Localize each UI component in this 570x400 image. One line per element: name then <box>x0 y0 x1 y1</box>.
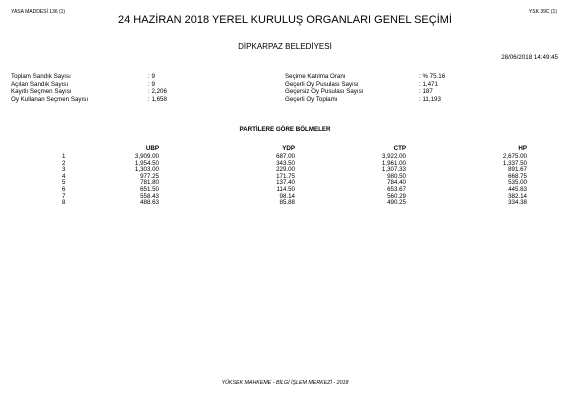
column-header: YDP <box>282 145 295 152</box>
table-cell: 781.80 <box>140 179 159 187</box>
table-cell: 2,675.00 <box>502 153 527 160</box>
page-title: 24 HAZİRAN 2018 YEREL KURULUŞ ORGANLARI GENEL SEÇİMİ <box>118 14 452 26</box>
stat-value: : 9 <box>148 73 155 80</box>
table-cell: 114.50 <box>276 185 295 193</box>
table-header-row <box>0 145 570 153</box>
report-datetime: 28/06/2018 14:49:45 <box>501 54 558 61</box>
table-cell: 891.67 <box>508 166 527 174</box>
table-cell: 558.43 <box>140 192 159 200</box>
stat-value: : 1,471 <box>419 80 438 88</box>
stat-value: : 2,206 <box>148 88 167 96</box>
table-cell: 334.38 <box>508 199 527 207</box>
row-index: 4 <box>62 172 66 180</box>
table-cell: 1,303.00 <box>134 166 159 174</box>
stat-label: Toplam Sandık Sayısı <box>11 73 71 80</box>
table-row <box>0 153 570 160</box>
table-cell: 445.83 <box>508 185 527 193</box>
results-table <box>0 145 570 206</box>
footer-note: YÜKSEK MAHKEME - BİLGİ İŞLEM MERKEZİ - 2018 <box>221 380 349 386</box>
table-cell: 1,337.50 <box>502 159 527 167</box>
table-cell: 651.50 <box>140 185 159 193</box>
row-index: 6 <box>62 185 66 193</box>
stat-row <box>285 73 555 81</box>
stat-label: Geçerli Oy Pusulası Sayısı <box>285 80 359 88</box>
table-cell: 535.00 <box>508 179 527 187</box>
legal-article-note: YASA MADDESİ 136 (1) <box>11 9 66 15</box>
table-cell: 1,961.00 <box>381 159 406 167</box>
municipality-name: DİPKARPAZ BELEDİYESİ <box>238 42 332 51</box>
table-cell: 490.25 <box>387 199 406 207</box>
stat-value: : 187 <box>419 88 433 96</box>
table-cell: 977.25 <box>140 172 159 180</box>
table-row <box>0 193 570 200</box>
row-index: 5 <box>62 179 66 187</box>
section-title: PARTİLERE GÖRE BÖLMELER <box>239 126 331 133</box>
table-cell: 343.50 <box>276 159 295 167</box>
table-body <box>0 153 570 206</box>
table-cell: 560.29 <box>387 192 406 200</box>
column-header: HP <box>518 145 527 152</box>
stat-label: Geçersiz Oy Pusulası Sayısı <box>285 88 364 96</box>
table-cell: 3,922.00 <box>381 153 406 160</box>
table-cell: 784.40 <box>387 179 406 187</box>
form-code-note: YSK 39C (1) <box>528 9 557 15</box>
table-cell: 488.63 <box>140 199 159 207</box>
stat-value: : 11,193 <box>419 95 441 103</box>
table-cell: 98.14 <box>279 192 295 200</box>
column-header: UBP <box>145 145 159 152</box>
stat-label: Geçerli Oy Toplamı <box>285 95 338 103</box>
row-index: 7 <box>62 192 66 200</box>
stat-label: Açılan Sandık Sayısı <box>11 80 69 88</box>
stat-row <box>285 88 555 96</box>
table-cell: 229.00 <box>276 166 295 174</box>
table-cell: 85.88 <box>279 199 295 207</box>
stat-value: : % 75.16 <box>419 73 446 80</box>
table-cell: 171.75 <box>276 172 295 180</box>
table-cell: 653.67 <box>387 185 406 193</box>
stat-value: : 1,658 <box>148 95 167 103</box>
table-row <box>0 199 570 206</box>
stat-label: Seçime Katılma Oranı <box>285 73 346 80</box>
table-cell: 3,909.00 <box>134 153 159 160</box>
stat-row <box>285 81 555 89</box>
table-row <box>0 166 570 173</box>
table-cell: 382.14 <box>508 192 527 200</box>
table-row <box>0 186 570 193</box>
row-index: 1 <box>62 153 66 160</box>
stat-row <box>11 96 261 104</box>
stat-label: Oy Kullanan Seçmen Sayısı <box>11 95 89 103</box>
stat-row <box>11 73 261 81</box>
table-row <box>0 173 570 180</box>
table-row <box>0 160 570 167</box>
stats-right-block <box>285 73 555 103</box>
stat-label: Kayıtlı Seçmen Sayısı <box>11 88 72 96</box>
table-cell: 668.75 <box>508 172 527 180</box>
column-header: CTP <box>393 145 406 152</box>
table-row <box>0 179 570 186</box>
row-index: 8 <box>62 199 66 207</box>
stat-row <box>285 96 555 104</box>
stat-row <box>11 88 261 96</box>
stat-row <box>11 81 261 89</box>
row-index: 2 <box>62 159 66 167</box>
row-index: 3 <box>62 166 66 174</box>
stat-value: : 9 <box>148 80 155 88</box>
table-cell: 980.50 <box>387 172 406 180</box>
table-cell: 137.40 <box>276 179 295 187</box>
table-cell: 687.00 <box>276 153 295 160</box>
table-cell: 1,954.50 <box>134 159 159 167</box>
stats-left-block <box>11 73 261 103</box>
table-cell: 1,307.33 <box>381 166 406 174</box>
